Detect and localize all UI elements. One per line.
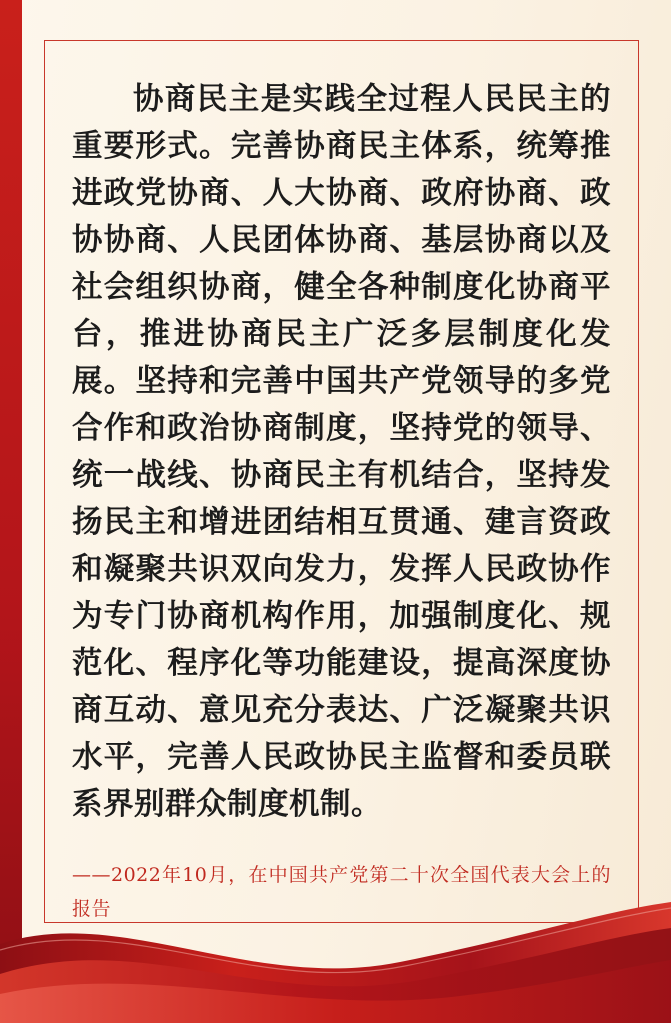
poster-content (44, 40, 639, 923)
left-red-bar (0, 0, 22, 1023)
red-ribbon-decoration (0, 888, 671, 1023)
quote-body-text: 协商民主是实践全过程人民民主的重要形式。完善协商民主体系，统筹推进政党协商、人大协商、政府协商、政协协商、人民团体协商、基层协商以及社会组织协商，健全各种制度化协商平台，推进协商民主广泛多层制度化发展。坚持和完善中国共产党领导的多党合作和政治协商制度，坚持党的领导、统一战线、协商民主有机结合，坚持发扬民主和增进团结相互贯通、建言资政和凝聚共识双向发力，发挥人民政协作为专门协商机构作用，加强制度化、规范化、程序化等功能建设，提高深度协商互动、意见充分表达、广泛凝聚共识水平，完善人民政协民主监督和委员联系界别群众制度机制。 (72, 82, 611, 822)
quote-source-attribution: ——2022年10月，在中国共产党第二十次全国代表大会上的报告 (72, 864, 611, 920)
